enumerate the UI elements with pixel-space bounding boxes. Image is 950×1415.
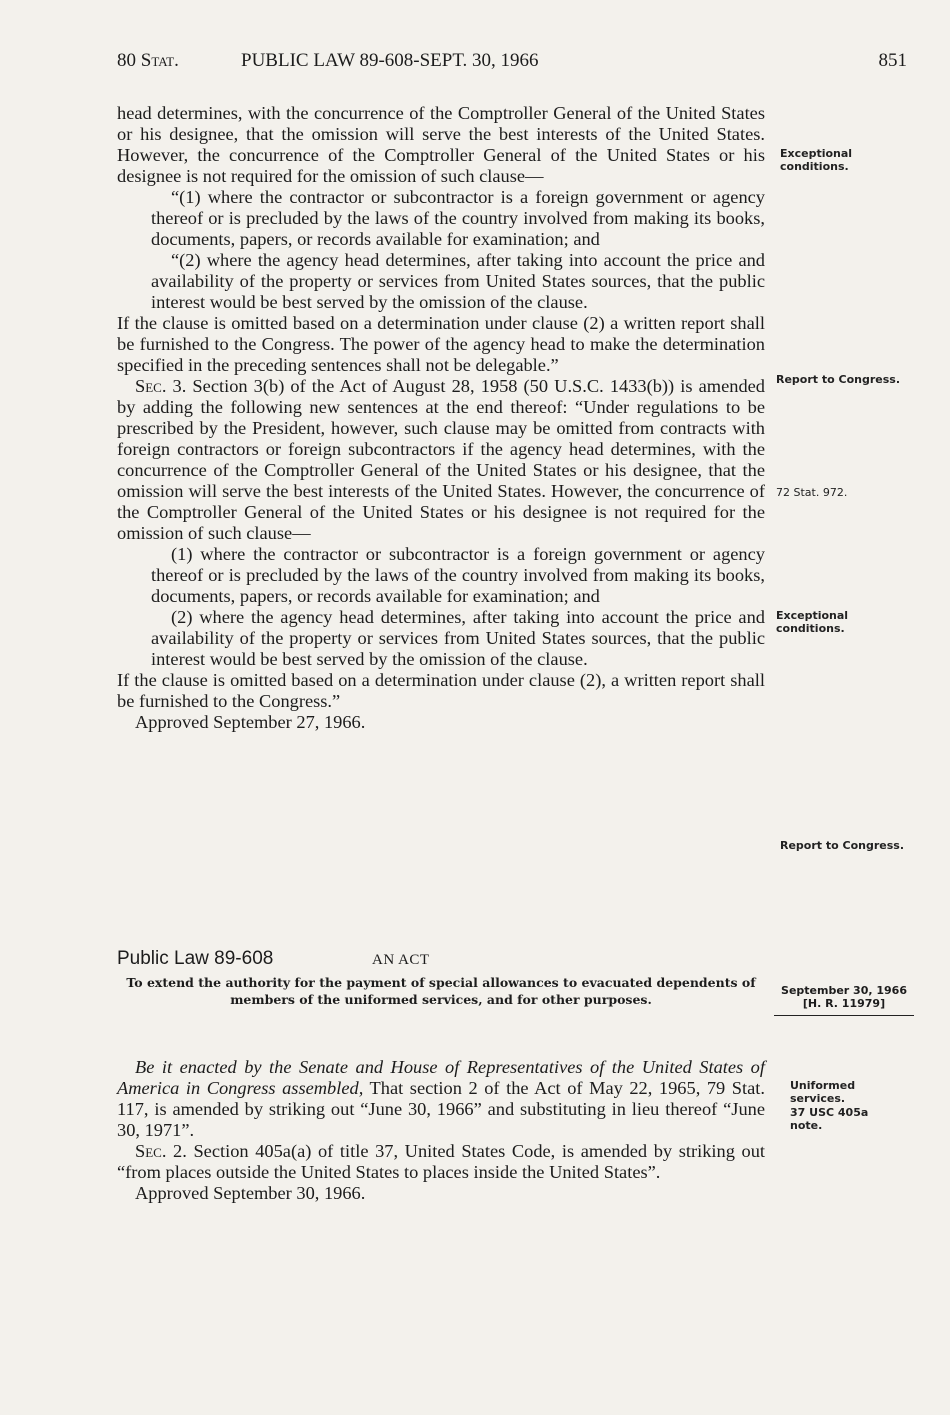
act-heading: AN ACT: [372, 952, 430, 968]
clause-4: (2) where the agency head determines, after taking into account the price and availability of the property or services from United States sources, that the public interest would be best served by the omission of the clause.: [151, 607, 765, 669]
volume-reference: 80 Stat.: [117, 50, 179, 71]
clause-2: “(2) where the agency head determines, after taking into account the price and availability of the property or services from United States sources, that the public interest would be best served by the omission of the clause.: [151, 250, 765, 312]
act-purpose: To extend the authority for the payment of special allowances to evacuated dependents of members of the uniformed services, and for other purposes.: [126, 975, 756, 1007]
approval-line: Approved September 27, 1966.: [135, 712, 366, 732]
margin-note-uniformed: Uniformed services.: [790, 1079, 856, 1105]
main-text: [117, 103, 765, 733]
date-divider: [774, 1015, 914, 1016]
section-3-label: Sec. 3.: [135, 376, 187, 396]
date-note: [774, 984, 914, 1010]
margin-note-exceptional-2: Exceptional conditions.: [776, 609, 849, 635]
section-1: [117, 1057, 765, 1141]
section-3-text: Section 3(b) of the Act of August 28, 1958 (50 U.S.C. 1433(b)) is amended by adding the following new sentences at the end thereof: “Under regulations to be prescribed by the President, however, such clause may be omitted from contracts with foreign contractors or foreign subcontractors if the agency head determines, with the concurrence of the Comptroller General of the United States or his designee, that the omission will serve the best interests of the United States. However, the concurrence of the Comptroller General of the United States or his designee is not required for the omission of such clause—: [117, 376, 765, 543]
section-2: [117, 1141, 765, 1183]
page-number: 851: [878, 50, 907, 71]
section-2-text: Section 405a(a) of title 37, United States Code, is amended by striking out “from places outside the United States to places inside the United States”.: [117, 1141, 766, 1182]
paragraph-report: If the clause is omitted based on a determination under clause (2) a written report shall be furnished to the Congress. The power of the agency head to make the determination specified in the preceding sentences shall not be delegable.”: [117, 313, 765, 375]
page-header: [117, 50, 907, 80]
paragraph-report-2: If the clause is omitted based on a determination under clause (2), a written report shall be furnished to the Congress.”: [117, 670, 765, 711]
margin-note-usc: 37 USC 405a note.: [790, 1106, 869, 1132]
margin-note-exceptional: Exceptional conditions.: [780, 147, 853, 173]
bill-number: [H. R. 11979]: [802, 997, 886, 1010]
clause-1: “(1) where the contractor or subcontractor is a foreign government or agency thereof or is precluded by the laws of the country involved from making its books, documents, papers, or records available for examination; and: [151, 187, 765, 249]
clause-3: (1) where the contractor or subcontractor is a foreign government or agency thereof or is precluded by the laws of the country involved from making its books, documents, papers, or records available for examination; and: [151, 544, 765, 606]
margin-note-report: Report to Congress.: [776, 373, 901, 386]
enactment-date: September 30, 1966: [781, 984, 907, 997]
approval-line-2: Approved September 30, 1966.: [135, 1183, 366, 1203]
margin-note-report-2: Report to Congress.: [780, 839, 905, 852]
section-2-label: Sec. 2.: [135, 1141, 187, 1161]
margin-note-stat-ref: 72 Stat. 972.: [776, 486, 848, 499]
section-3: [117, 376, 765, 544]
public-law-title: Public Law 89-608: [117, 948, 274, 969]
running-title: PUBLIC LAW 89-608-SEPT. 30, 1966: [241, 50, 539, 71]
section-1-text: That section 2 of the Act of May 22, 1965, 79 Stat. 117, is amended by striking out “June 30, 1966” and substituting in lieu thereof “June 30, 1971”.: [117, 1078, 766, 1140]
enacting-text: [117, 1057, 765, 1204]
enacting-clause: Be it enacted by the Senate and House of Representatives of the United States of America in Congress assembled,: [117, 1057, 765, 1098]
paragraph-continuation: head determines, with the concurrence of the Comptroller General of the United States or his designee, that the omission will serve the best interests of the United States. However, the concurrence of the Comptroller General of the United States or his designee is not required for the omission of such clause—: [117, 103, 765, 186]
